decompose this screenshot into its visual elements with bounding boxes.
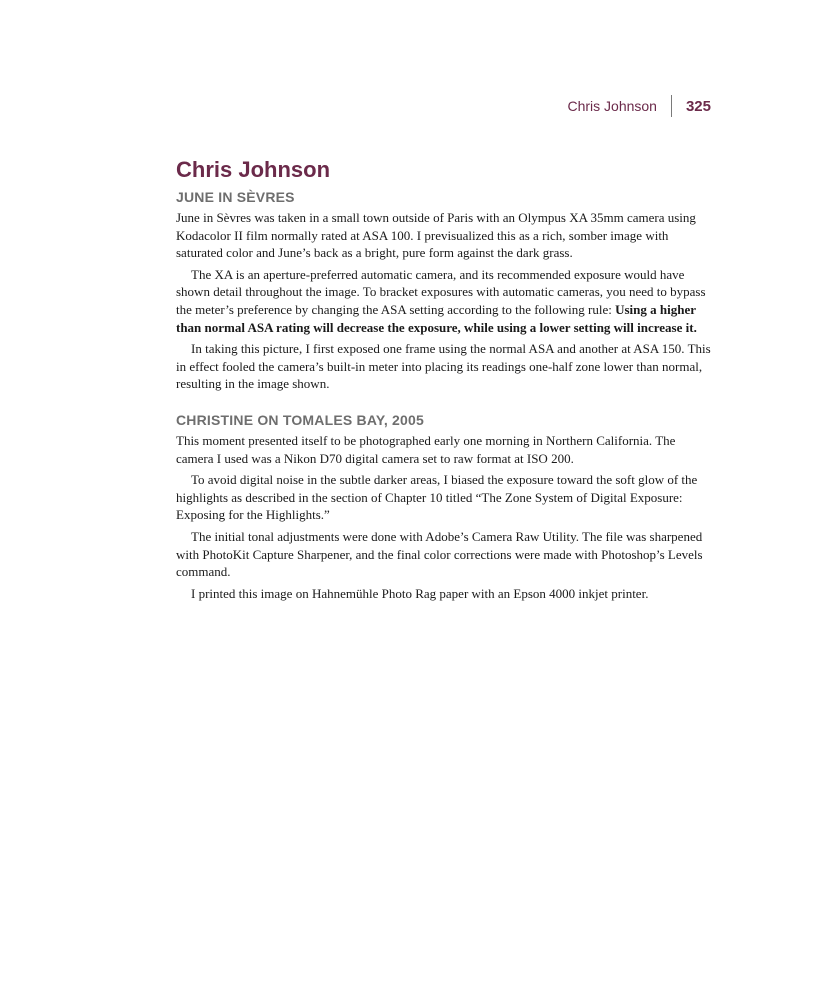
paragraph: This moment presented itself to be photographed early one morning in Northern California. The camera I used was a Nikon D70 digital camera set to raw format at ISO 200. xyxy=(176,432,676,466)
paragraph: In taking this picture, I first exposed one frame using the normal ASA and another at ASA 150. This in effect fooled the camera’s built-in meter into placing its readings one-half zone lower than normal, resulting in the image shown. xyxy=(176,341,711,392)
section-title-christine-on-tomales-bay: CHRISTINE ON TOMALES BAY, 2005 xyxy=(176,411,424,428)
paragraph-bold-rule: Using a higher than normal ASA rating will decrease the exposure, while using a lower setting will increase it. xyxy=(176,301,697,335)
author-heading: Chris Johnson xyxy=(176,157,331,182)
running-head-author: Chris Johnson xyxy=(567,98,657,114)
paragraph: June in Sèvres was taken in a small town outside of Paris with an Olympus XA 35mm camera using Kodacolor II film normally rated at ASA 100. I previsualized this as a rich, somber image with saturated color and June’s back as a bright, pure form against the dark grass. xyxy=(176,210,696,261)
section-title-june-in-sevres: JUNE IN SÈVRES xyxy=(176,189,295,205)
paragraph: To avoid digital noise in the subtle darker areas, I biased the exposure toward the soft glow of the highlights as described in the section of Chapter 10 titled “The Zone System of Digital Exposure: Exposing for the Highlights.” xyxy=(176,472,698,523)
running-head xyxy=(567,95,711,117)
page-content xyxy=(176,156,712,606)
paragraph-text: The XA is an aperture-preferred automatic camera, and its recommended exposure would have shown detail throughout the image. To bracket exposures with automatic cameras, you need to bypass the meter’s preference by changing the ASA setting according to the following rule: xyxy=(176,266,706,317)
paragraph: I printed this image on Hahnemühle Photo Rag paper with an Epson 4000 inkjet printer. xyxy=(191,585,649,601)
paragraph: The initial tonal adjustments were done with Adobe’s Camera Raw Utility. The file was sharpened with PhotoKit Capture Sharpener, and the final color corrections were made with Photoshop’s Levels command. xyxy=(176,528,703,580)
page-number: 325 xyxy=(685,97,711,115)
paragraph xyxy=(176,266,712,336)
